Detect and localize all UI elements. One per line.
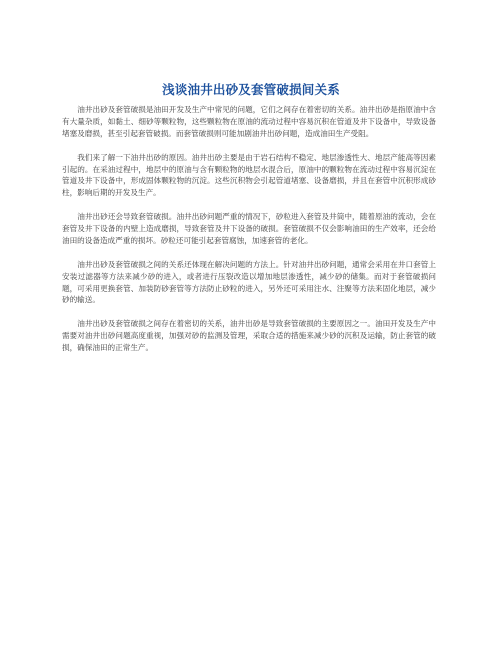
paragraph-4: 油井出砂及套管破损之间的关系还体现在解决问题的方法上。针对油井出砂问题，通常会采用在井口套管上安装过滤器等方法来减少砂的进入，或者进行压裂改造以增加地层渗透性，减少砂的储集。而对于套管破损问题，可采用更换套管、加装防砂套管等方法防止砂粒的进入，另外还可采用注水、注聚等方法来固化地层，减少砂的输送。 bbox=[62, 259, 436, 305]
paragraph-5: 油井出砂及套管破损之间存在着密切的关系，油井出砂是导致套管破损的主要原因之一。油田开发及生产中需要对油井出砂问题高度重视，加强对砂的监测及管理，采取合适的措施来减少砂的沉积及运输，防止套管的破损，确保油田的正常生产。 bbox=[62, 319, 436, 353]
document-body bbox=[62, 104, 436, 366]
paragraph-3: 油井出砂还会导致套管破损。油井出砂问题严重的情况下，砂粒进入套管及井筒中，随着原油的流动，会在套管及井下设备的内壁上造成磨损，导致套管及井下设备的破损。套管破损不仅会影响油田的生产效率，还会给油田的设备造成严重的损坏。砂粒还可能引起套管腐蚀，加速套管的老化。 bbox=[62, 212, 436, 245]
paragraph-2: 我们来了解一下油井出砂的原因。油井出砂主要是由于岩石结构不稳定、地层渗透性大、地层产能高等因素引起的。在采油过程中，地层中的原油与含有颗粒物的地层水混合后，原油中的颗粒物在流动过程中容易沉淀在管道及井下设备中，形成固体颗粒物的沉淀。这些沉积物会引起管道堵塞、设备磨损，并且在套管中沉积形成砂柱，影响后期的开发及生产。 bbox=[62, 152, 436, 198]
paragraph-1: 油井出砂及套管破损是油田开发及生产中常见的问题，它们之间存在着密切的关系。油井出砂是指原油中含有大量杂质，如黏土、细砂等颗粒物，这些颗粒物在原油的流动过程中容易沉积在管道及井下设备中，导致设备堵塞及磨损，甚至引起套管破损。而套管破损则可能加剧油井出砂问题，造成油田生产受阻。 bbox=[62, 105, 436, 138]
document-title: 浅谈油井出砂及套管破损间关系 bbox=[162, 82, 340, 97]
